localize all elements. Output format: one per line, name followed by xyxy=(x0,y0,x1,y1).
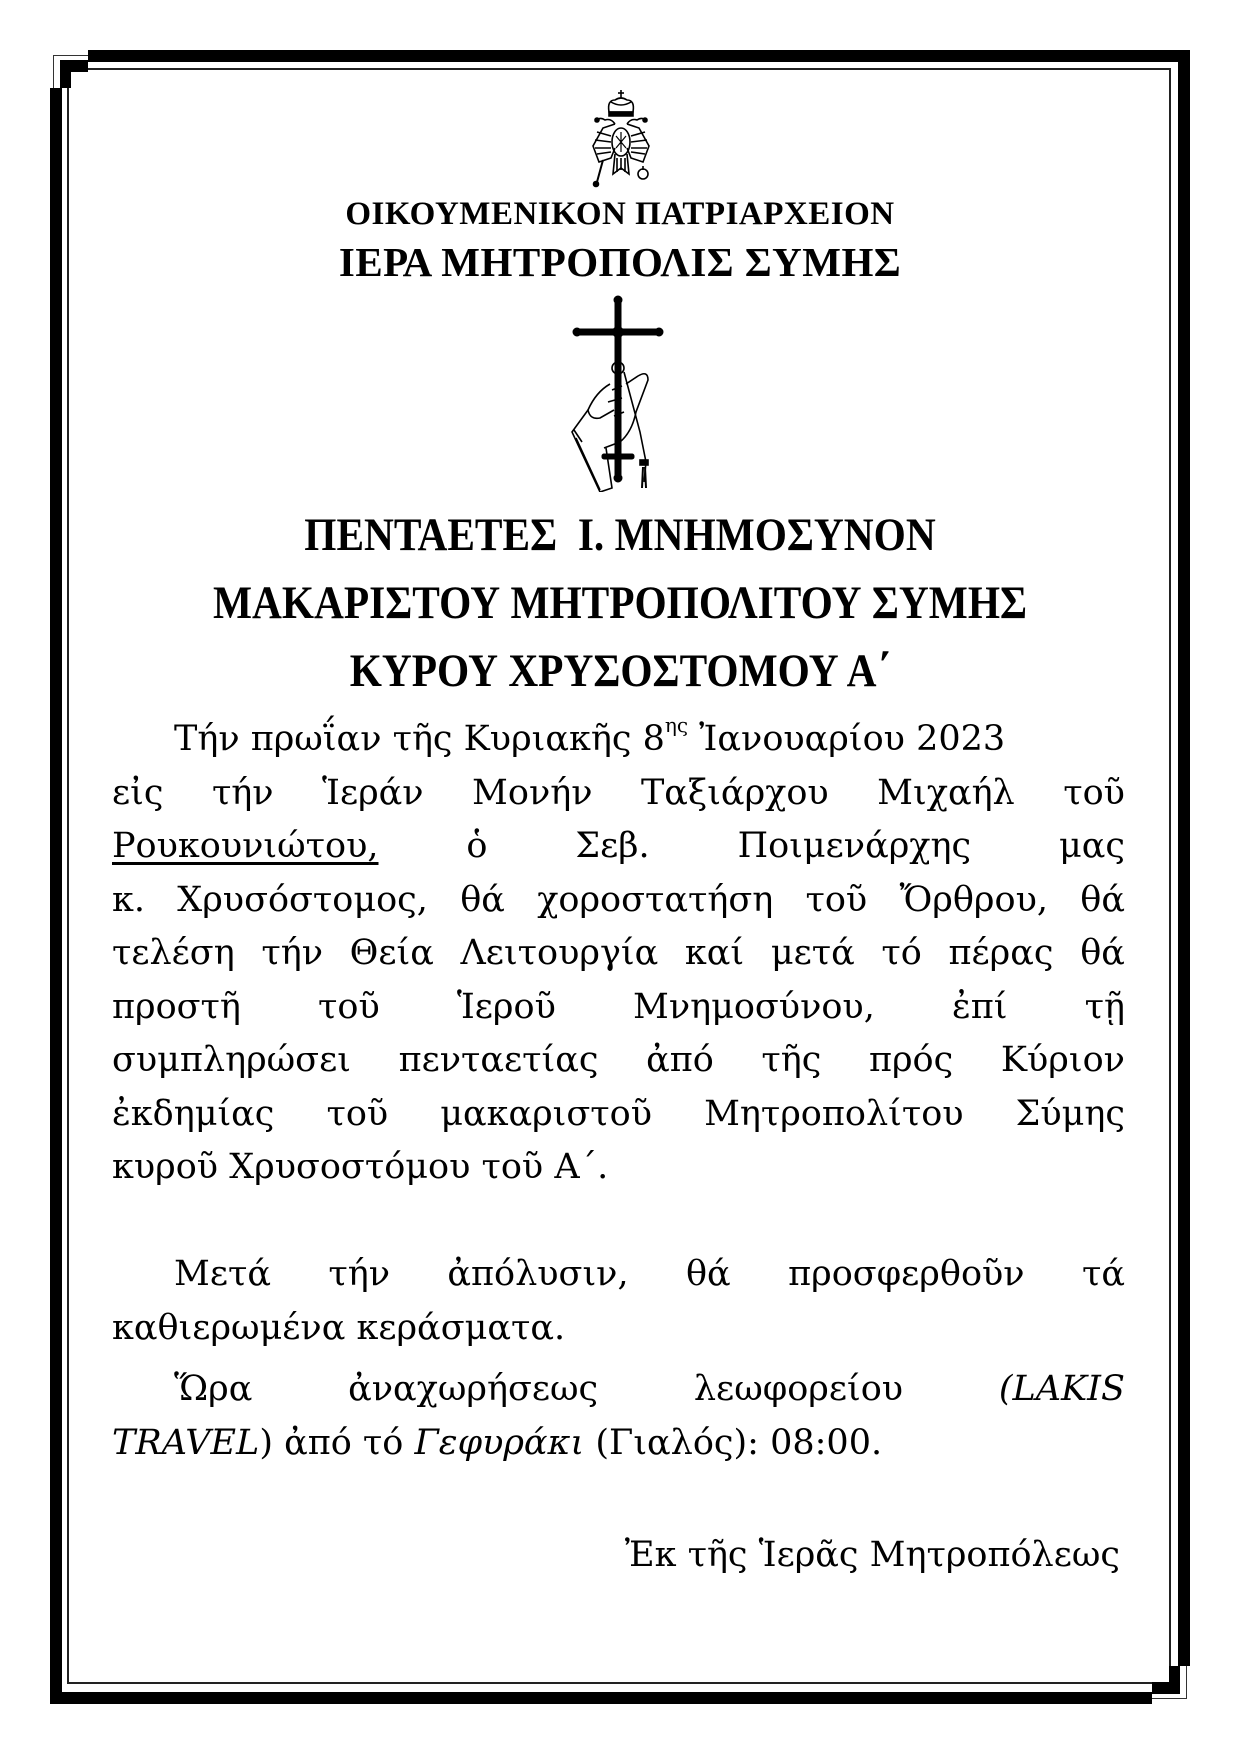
word: ἀπόλυσιν, xyxy=(447,1254,629,1294)
p1-line-2 xyxy=(112,767,1125,821)
signature: Ἐκ τῆς Ἱερᾶς Μητροπόλεως xyxy=(624,1535,1120,1575)
word: εἰς xyxy=(112,772,164,813)
departure-time-text: (Γιαλός): 08:00. xyxy=(584,1422,883,1463)
announcement-paragraph-2 xyxy=(112,1248,1125,1355)
word: θά xyxy=(1080,879,1125,920)
word: μετά xyxy=(770,933,855,973)
p1-line-1 xyxy=(112,713,1125,767)
word: τοῦ xyxy=(805,879,868,920)
memorial-title-line-3: ΚΥΡΟΥ ΧΡΥΣΟΣΤΟΜΟΥ Α΄ xyxy=(349,645,891,697)
frame-corner-bl xyxy=(50,1692,62,1704)
word: ἀπό xyxy=(646,1040,714,1080)
word: Μητροπολίτου xyxy=(704,1093,964,1134)
word: λεωφορείου xyxy=(693,1369,904,1409)
word: τοῦ xyxy=(326,1093,389,1134)
word: θά xyxy=(1080,933,1125,973)
bus-company-name: (LAKIS xyxy=(998,1369,1125,1409)
word: μακαριστοῦ xyxy=(440,1093,653,1134)
word: Ἱεροῦ xyxy=(456,986,556,1027)
announcement-paragraph-1 xyxy=(112,713,1125,1195)
word: Ποιμενάρχης xyxy=(737,826,972,866)
word: ἐπί xyxy=(951,986,1008,1027)
text-fragment: Τήν πρωΐαν τῆς Κυριακῆς 8 xyxy=(174,719,665,759)
text-fragment: ) ἀπό τό xyxy=(259,1422,415,1463)
word: κ. xyxy=(112,879,146,920)
p3-line-2 xyxy=(112,1417,1125,1471)
word: τήν xyxy=(211,772,274,813)
word: Ὥρα xyxy=(174,1369,253,1409)
word: ὁ xyxy=(466,826,488,866)
word: ἀναχωρήσεως xyxy=(348,1369,599,1409)
memorial-title-line-2: ΜΑΚΑΡΙΣΤΟΥ ΜΗΤΡΟΠΟΛΙΤΟΥ ΣΥΜΗΣ xyxy=(212,577,1028,629)
frame-left-border xyxy=(50,88,62,1692)
frame-right-border xyxy=(1178,62,1190,1666)
monastery-name-underlined: Ρουκουνιώτου, xyxy=(112,826,379,866)
word: τῆς xyxy=(761,1040,822,1080)
word: τήν xyxy=(261,933,323,973)
hand-holding-cross-icon xyxy=(560,292,670,492)
word: προστῆ xyxy=(112,986,241,1027)
p1-line-8 xyxy=(112,1088,1125,1142)
word: Μιχαήλ xyxy=(877,772,1015,813)
p2-line-2: καθιερωμένα κεράσματα. xyxy=(112,1307,566,1348)
frame-corner-tl-line xyxy=(53,55,88,88)
word: Ταξιάρχου xyxy=(640,772,829,813)
word: τά xyxy=(1081,1254,1125,1294)
p1-line-3 xyxy=(112,820,1125,874)
word: πενταετίας xyxy=(398,1040,599,1080)
word: τοῦ xyxy=(318,986,380,1027)
word: Χρυσόστομος, xyxy=(177,879,428,920)
p1-line-6 xyxy=(112,981,1125,1035)
frame-corner-br-line xyxy=(1152,1666,1187,1699)
word: Ὄρθρου, xyxy=(899,879,1048,920)
word: μας xyxy=(1058,826,1125,866)
memorial-title-line-1: ΠΕΝΤΑΕΤΕΣ Ι. ΜΝΗΜΟΣΥΝΟΝ xyxy=(304,509,936,561)
p1-line-7 xyxy=(112,1034,1125,1088)
double-headed-eagle-icon xyxy=(585,88,657,192)
word: τοῦ xyxy=(1063,772,1125,813)
departure-location: Γεφυράκι xyxy=(414,1422,585,1463)
p1-line-4 xyxy=(112,874,1125,928)
word: χοροστατήση xyxy=(537,879,774,920)
word: Ἱεράν xyxy=(322,772,424,813)
p1-line-5 xyxy=(112,927,1125,981)
word: ἐκδημίας xyxy=(112,1093,275,1134)
word: τό xyxy=(881,933,922,973)
word: πρός xyxy=(868,1040,954,1080)
word: πέρας xyxy=(948,933,1054,973)
p3-line-1 xyxy=(112,1363,1125,1417)
word: Μετά xyxy=(174,1254,271,1294)
word: Μονήν xyxy=(472,772,593,813)
word: θά xyxy=(460,879,505,920)
word: Σεβ. xyxy=(575,826,650,866)
word: καί xyxy=(684,933,745,973)
frame-corner-tr xyxy=(1178,50,1190,62)
word: Θεία xyxy=(349,933,434,973)
announcement-paragraph-3 xyxy=(112,1363,1125,1470)
word: Σύμης xyxy=(1015,1093,1125,1134)
word: τελέση xyxy=(112,933,235,973)
p1-line-9: κυροῦ Χρυσοστόμου τοῦ Α΄. xyxy=(112,1147,609,1187)
bus-company-name: TRAVEL xyxy=(112,1422,260,1463)
frame-top-border xyxy=(88,50,1190,62)
word: συμπληρώσει xyxy=(112,1040,351,1080)
metropolis-heading: ΙΕΡΑ ΜΗΤΡΟΠΟΛΙΣ ΣΥΜΗΣ xyxy=(338,239,902,285)
word: Λειτουργία xyxy=(460,933,659,973)
word: Μνημοσύνου, xyxy=(633,986,875,1027)
word: προσφερθοῦν xyxy=(788,1254,1025,1294)
patriarchate-heading: ΟΙΚΟΥΜΕΝΙΚΟΝ ΠΑΤΡΙΑΡΧΕΙΟΝ xyxy=(345,196,895,232)
word: τήν xyxy=(328,1254,390,1294)
ordinal-suffix: ης xyxy=(664,713,689,737)
frame-bottom-border xyxy=(50,1692,1152,1704)
word: τῇ xyxy=(1084,986,1125,1027)
text-fragment: Ἰανουαρίου 2023 xyxy=(688,719,1006,759)
word: Κύριον xyxy=(1000,1040,1125,1080)
p2-line-1 xyxy=(112,1248,1125,1302)
word: θά xyxy=(685,1254,731,1294)
